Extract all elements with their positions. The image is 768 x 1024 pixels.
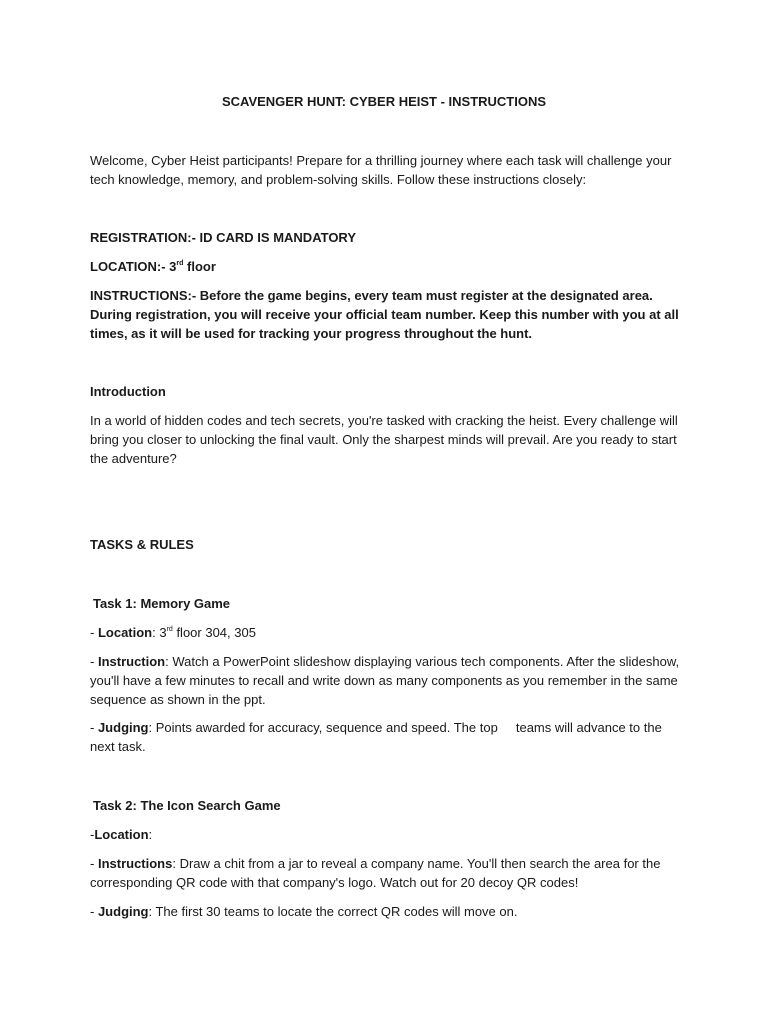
task1-location-post: floor 304, 305 <box>172 625 256 640</box>
task2-instructions-label: Instructions <box>97 856 173 871</box>
task1-instruction: - Instruction: Watch a PowerPoint slideshow displaying various tech components. After the slideshow, you'll have a few minutes to recall and write down as many components as you remember in the same sequence as shown in the ppt. <box>90 654 680 707</box>
location-superscript: rd <box>176 260 184 267</box>
welcome-paragraph: Welcome, Cyber Heist participants! Prepare for a thrilling journey where each task will challenge your tech knowledge, memory, and problem-solving skills. Follow these instructions closely: <box>90 153 672 187</box>
task1-location-pre: : 3 <box>152 625 167 640</box>
task1-instruction-text: : Watch a PowerPoint slideshow displaying various tech components. After the slideshow, you'll have a few minutes to recall and write down as many components as you remember in the same sequence as shown in the ppt. <box>90 654 680 707</box>
task1-judging-text: : Points awarded for accuracy, sequence and speed. The top teams will advance to the next task. <box>90 720 666 754</box>
task1-judging-label: Judging <box>97 720 149 735</box>
registration-line: REGISTRATION:- ID CARD IS MANDATORY <box>90 230 357 245</box>
task1-location-superscript: rd <box>166 626 173 633</box>
introduction-paragraph: In a world of hidden codes and tech secrets, you're tasked with cracking the heist. Every challenge will bring you closer to unlocking the final vault. Only the sharpest minds will prevail. Are you ready to start the adventure? <box>90 413 678 466</box>
task2-location-value: : <box>148 827 153 842</box>
task1-heading: Task 1: Memory Game <box>93 596 231 611</box>
task2-heading: Task 2: The Icon Search Game <box>93 798 281 813</box>
task2-location-label: Location <box>94 827 149 842</box>
document-title: SCAVENGER HUNT: CYBER HEIST - INSTRUCTIONS <box>221 94 547 109</box>
task2-judging: - Judging: The first 30 teams to locate the correct QR codes will move on. <box>90 904 518 919</box>
task2-judging-label: Judging <box>97 904 149 919</box>
introduction-heading: Introduction <box>90 384 166 399</box>
location-prefix: LOCATION:- 3 <box>90 259 177 274</box>
tasks-heading: TASKS & RULES <box>90 537 194 552</box>
task1-location: - Location: 3rd floor 304, 305 <box>90 625 256 640</box>
task2-location: -Location: <box>90 827 153 842</box>
location-line <box>90 257 680 276</box>
task1-instruction-label: Instruction <box>97 654 166 669</box>
instructions-paragraph: INSTRUCTIONS:- Before the game begins, every team must register at the designated area. During registration, you will receive your official team number. Keep this number with you at all times, as it will be used for tracking your progress throughout the hunt. <box>90 288 679 341</box>
location-suffix: floor <box>183 259 216 274</box>
task2-instructions: - Instructions: Draw a chit from a jar to reveal a company name. You'll then search the area for the corresponding QR code with that company's logo. Watch out for 20 decoy QR codes! <box>90 856 661 890</box>
task1-judging: - Judging: Points awarded for accuracy, sequence and speed. The top teams will advance to the next task. <box>90 720 666 754</box>
task2-judging-text: : The first 30 teams to locate the correct QR codes will move on. <box>148 904 518 919</box>
task2-instructions-text: : Draw a chit from a jar to reveal a company name. You'll then search the area for the corresponding QR code with that company's logo. Watch out for 20 decoy QR codes! <box>90 856 661 890</box>
task1-location-label: Location <box>97 625 153 640</box>
